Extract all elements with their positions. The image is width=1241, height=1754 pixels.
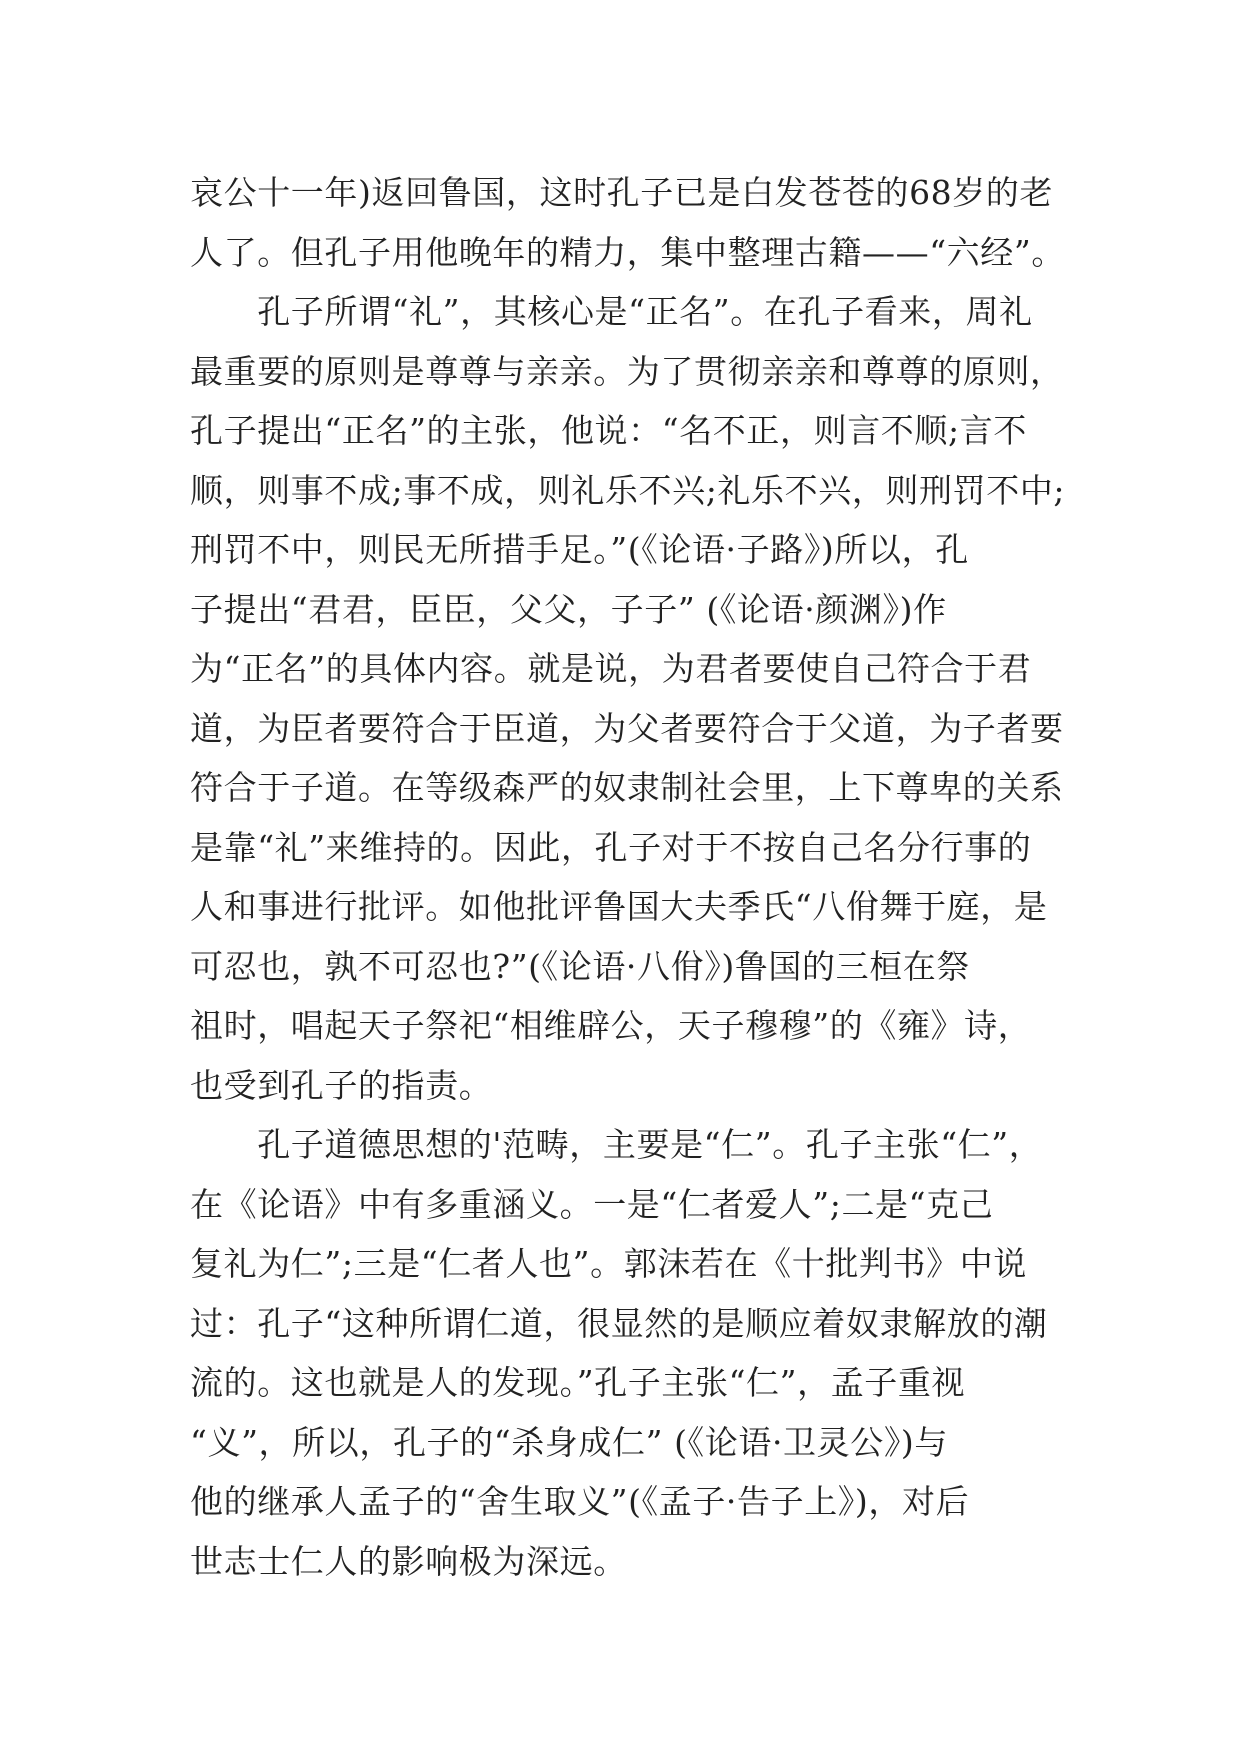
text-line: 子提出“君君，臣臣，父父，子子” (《论语·颜渊》)作 — [190, 589, 947, 629]
text-line: 孔子所谓“礼”，其核心是“正名”。在孔子看来，周礼 — [190, 292, 1033, 331]
paragraph — [190, 1115, 1070, 1591]
document-body — [190, 163, 1070, 1591]
text-line: 过：孔子“这种所谓仁道，很显然的是顺应着奴隶解放的潮 — [190, 1303, 1048, 1343]
text-line: 哀公十一年)返回鲁国，这时孔子已是白发苍苍的68岁的老 — [190, 173, 1054, 212]
paragraph — [190, 282, 1070, 1115]
text-line: 他的继承人孟子的“舍生取义”(《孟子·告子上》)，对后 — [190, 1482, 970, 1521]
text-line: 世志士仁人的影响极为深远。 — [190, 1541, 627, 1581]
text-line: 在《论语》中有多重涵义。一是“仁者爱人”;二是“克己 — [190, 1184, 994, 1224]
text-line: 刑罚不中，则民无所措手足。”(《论语·子路》)所以，孔 — [190, 530, 969, 569]
text-line: 复礼为仁”;三是“仁者人也”。郭沫若在《十批判书》中说 — [190, 1244, 1027, 1283]
text-line: 也受到孔子的指责。 — [190, 1065, 493, 1105]
text-line: 孔子道德思想的'范畴，主要是“仁”。孔子主张“仁”， — [190, 1125, 1043, 1164]
text-line: 可忍也，孰不可忍也?”(《论语·八佾》)鲁国的三桓在祭 — [190, 946, 971, 986]
text-line: 道，为臣者要符合于臣道，为父者要符合于父道，为子者要 — [190, 708, 1064, 748]
text-line: 是靠“礼”来维持的。因此，孔子对于不按自己名分行事的 — [190, 827, 1032, 867]
text-line: “义”，所以，孔子的“杀身成仁” (《论语·卫灵公》)与 — [190, 1422, 949, 1462]
text-line: 流的。这也就是人的发现。”孔子主张“仁”，孟子重视 — [190, 1363, 966, 1402]
text-line: 孔子提出“正名”的主张，他说：“名不正，则言不顺;言不 — [190, 411, 1027, 450]
paragraph — [190, 163, 1070, 282]
text-line: 为“正名”的具体内容。就是说，为君者要使自己符合于君 — [190, 649, 1032, 688]
text-line: 人了。但孔子用他晚年的精力，集中整理古籍——“六经”。 — [190, 232, 1065, 272]
text-line: 顺，则事不成;事不成，则礼乐不兴;礼乐不兴，则刑罚不中; — [190, 470, 1066, 510]
text-line: 最重要的原则是尊尊与亲亲。为了贯彻亲亲和尊尊的原则， — [190, 351, 1064, 391]
text-line: 人和事进行批评。如他批评鲁国大夫季氏“八佾舞于庭，是 — [190, 887, 1048, 926]
text-line: 祖时，唱起天子祭祀“相维辟公，天子穆穆”的《雍》诗， — [190, 1006, 1032, 1045]
text-line: 符合于子道。在等级森严的奴隶制社会里，上下尊卑的关系 — [190, 768, 1064, 807]
